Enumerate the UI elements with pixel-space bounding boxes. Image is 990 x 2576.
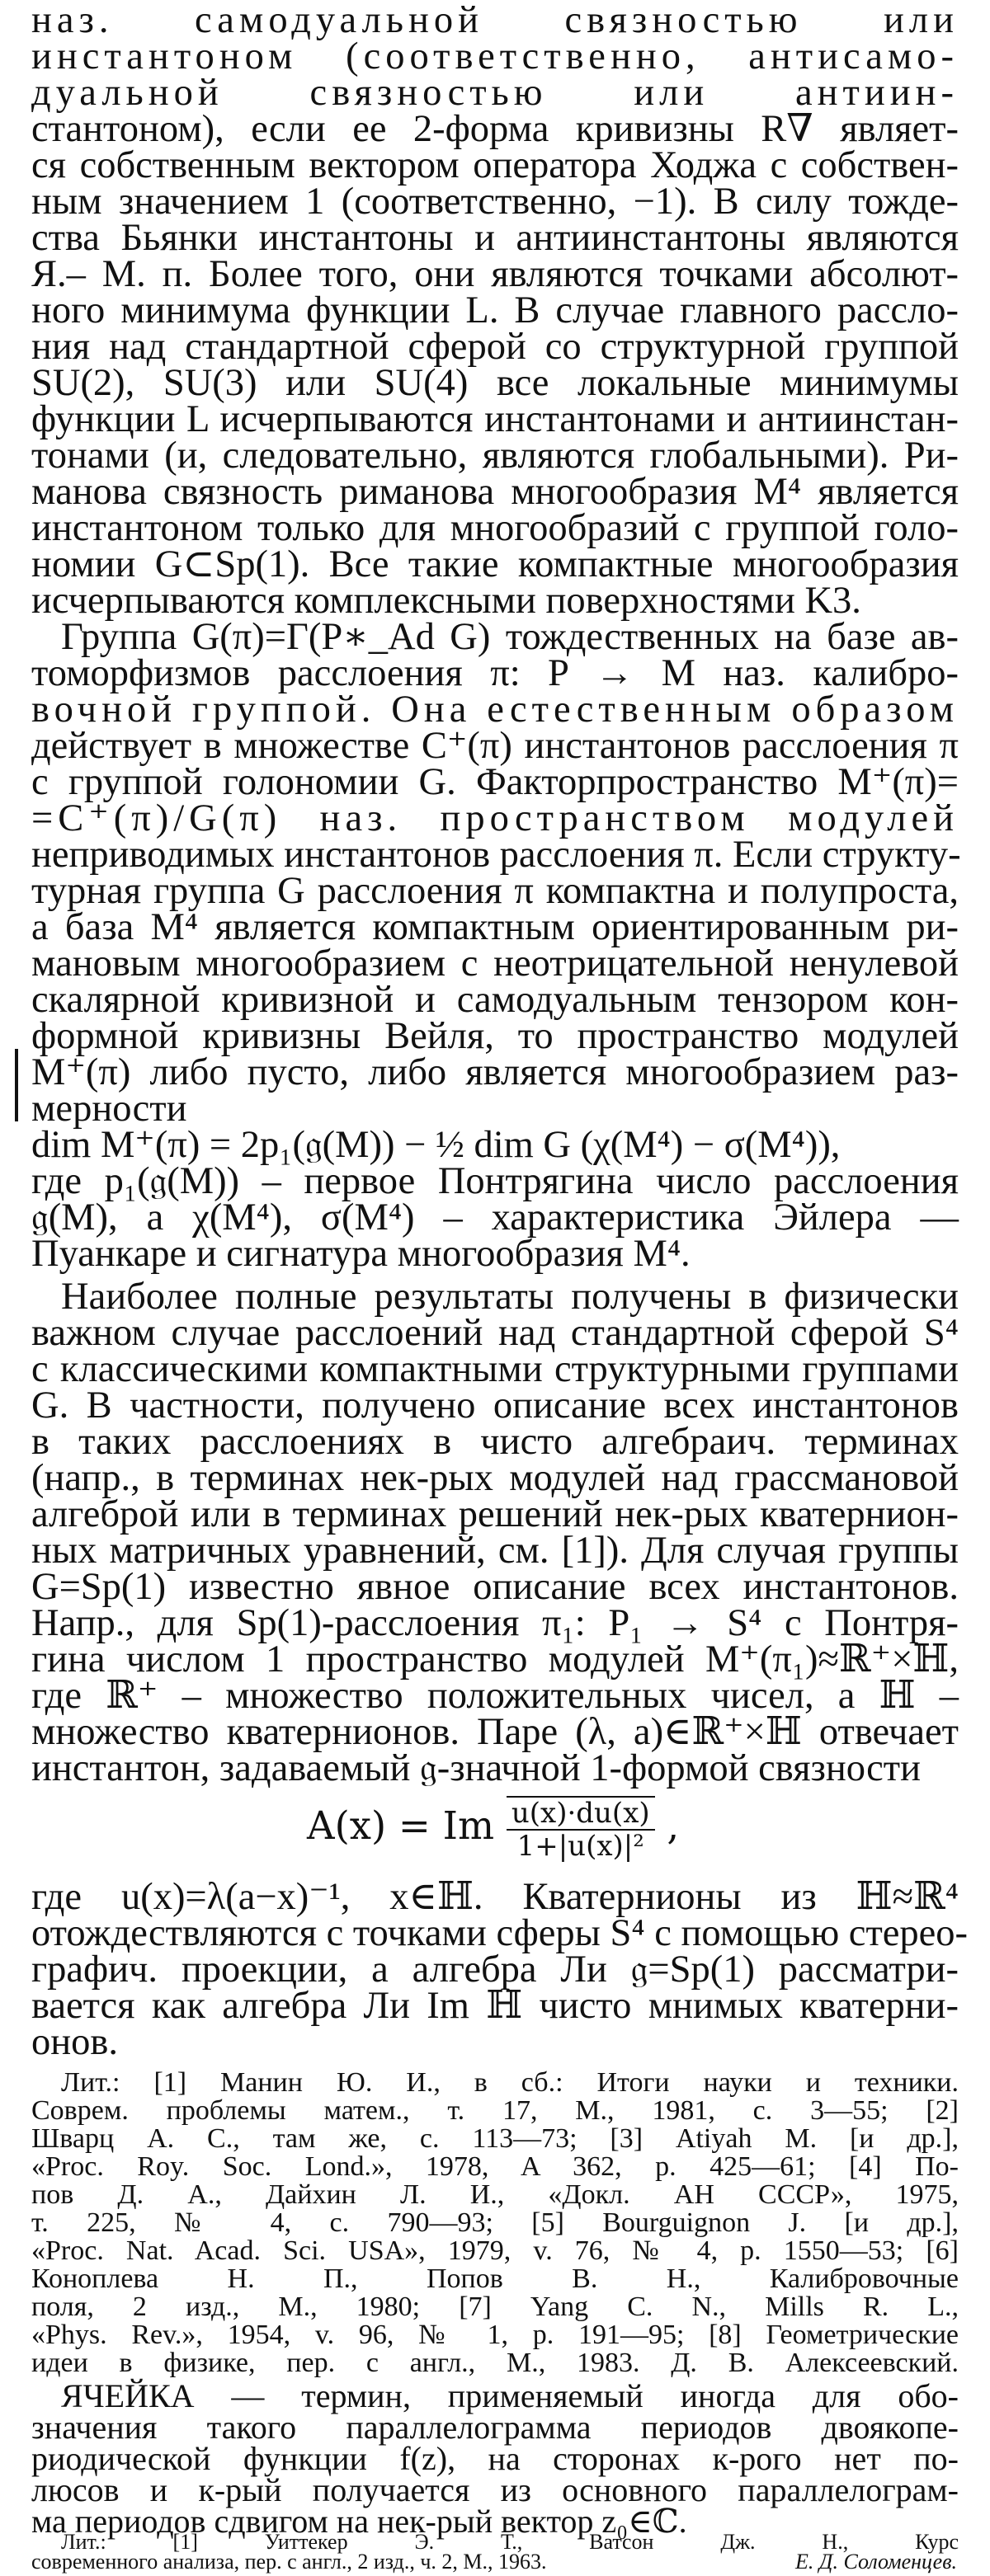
- text-line: гина числом 1 пространство модулей M⁺(π₁)≈ℝ⁺×ℍ,: [31, 1638, 959, 1681]
- text-line: вается как алгебра Ли Im ℍ чисто мнимых кватерни-: [31, 1985, 959, 2027]
- text-line: ства Бьянки инстантоны и антиинстантоны являются: [31, 217, 959, 259]
- text-line: важном случае расслоений над стандартной сферой S⁴: [31, 1312, 959, 1354]
- text-line: инстантон, задаваемый 𝔤-значной 1-формой связности: [31, 1747, 921, 1789]
- text-line: функции L исчерпываются инстантонами и антиинстан-: [31, 398, 959, 440]
- text-line: ного минимума функции L. В случае главного рассло-: [31, 289, 959, 331]
- text-line: G. В частности, получено описание всех инстантонов: [31, 1384, 959, 1427]
- text-line: значения такого параллелограмма периодов двоякопе-: [31, 2409, 959, 2446]
- text-line: люсов и к-рый получается из основного параллелограм-: [31, 2471, 959, 2508]
- margin-mark: [15, 1049, 18, 1121]
- text-line: 𝔤(M), а χ(M⁴), σ(M⁴) – характеристика Эйлера —: [31, 1196, 959, 1239]
- text-line: риодической функции f(z), на сторонах к-рого нет по-: [31, 2440, 959, 2477]
- formula-lhs: A(x) = Im: [307, 1803, 495, 1848]
- text-line: онов.: [31, 2021, 118, 2063]
- text-line: инстантоном (соответственно, антисамо-: [31, 35, 959, 78]
- text-line: ния над стандартной сферой со структурной группой: [31, 326, 959, 368]
- text-line: Группа G(π)=Γ(P∗_Ad G) тождественных на базе ав-: [61, 616, 959, 658]
- text-line: графич. проекции, а алгебра Ли 𝔤=Sp(1) рассматри-: [31, 1948, 959, 1991]
- text-line: множество кватернионов. Паре (λ, a)∈ℝ⁺×ℍ отвечает: [31, 1711, 959, 1753]
- formula-tail: ,: [667, 1803, 680, 1848]
- text-line: ЯЧЕЙКА — термин, применяемый иногда для обо-: [61, 2377, 959, 2414]
- reference-line: Лит.: [1] Уиттекер Э. Т., Ватсон Дж. Н., Курс: [61, 2530, 959, 2554]
- text-line: инстантоном только для многообразий с группой голо-: [31, 507, 959, 549]
- text-line: где p₁(𝔤(M)) – первое Понтрягина число расслоения: [31, 1160, 959, 1202]
- text-line: тонами (и, следовательно, являются глобальными). Ри-: [31, 435, 959, 477]
- text-line: G=Sp(1) известно явное описание всех инстантонов.: [31, 1566, 959, 1608]
- text-line: номии G⊂Sp(1). Все такие компактные многообразия: [31, 543, 959, 585]
- connection-formula: [307, 1796, 679, 1862]
- reference-line: Соврем. проблемы матем., т. 17, М., 1981, с. 3—55; [2]: [31, 2095, 959, 2126]
- reference-line: «Proc. Nat. Acad. Sci. USA», 1979, v. 76, № 4, p. 1550—53; [6]: [31, 2235, 959, 2266]
- formula-fraction: [507, 1796, 655, 1862]
- text-line: отождествляются с точками сферы S⁴ с помощью стерео-: [31, 1912, 969, 1954]
- reference-line: Коноплева Н. П., Попов В. Н., Калибровочные: [31, 2263, 959, 2294]
- text-line: где ℝ⁺ – множество положительных чисел, а ℍ –: [31, 1675, 959, 1717]
- author-signature: Е. Д. Соломенцев.: [795, 2550, 957, 2574]
- reference-line: т. 225, № 4, с. 790—93; [5] Bourguignon J. [и др.],: [31, 2207, 959, 2238]
- text-line: формной кривизны Вейля, то пространство модулей: [31, 1015, 959, 1057]
- text-line: наз. самодуальной связностью или: [31, 0, 959, 41]
- text-line: а база M⁴ является компактным ориентированным ри-: [31, 906, 959, 948]
- text-line: Напр., для Sp(1)-расслоения π₁: P₁ → S⁴ с Понтря-: [31, 1602, 959, 1644]
- reference-line: пов Д. А., Дайхин Л. И., «Докл. АН СССР», 1975,: [31, 2179, 959, 2210]
- reference-line: Шварц А. С., там же, с. 113—73; [3] Atiyah M. [и др.],: [31, 2123, 959, 2154]
- text-line: мерности: [31, 1088, 187, 1130]
- text-line: скалярной кривизной и самодуальным тензором кон-: [31, 979, 959, 1021]
- text-line: действует в множестве C⁺(π) инстантонов расслоения π: [31, 725, 959, 767]
- text-line: Наиболее полные результаты получены в физически: [61, 1276, 959, 1318]
- text-line: неприводимых инстантонов расслоения π. Если структу-: [31, 834, 961, 876]
- text-line: турная группа G расслоения π компактна и полупроста,: [31, 870, 959, 912]
- text-line: SU(2), SU(3) или SU(4) все локальные минимумы: [31, 362, 959, 404]
- text-line: где u(x)=λ(a−x)⁻¹, x∈ℍ. Кватернионы из ℍ≈ℝ⁴: [31, 1876, 959, 1918]
- text-line: с классическими компактными структурными группами: [31, 1348, 959, 1390]
- text-line: дуальной связностью или антиин-: [31, 72, 959, 114]
- reference-line: поля, 2 изд., М., 1980; [7] Yang C. N., Mills R. L.,: [31, 2292, 959, 2322]
- reference-line: «Proc. Roy. Soc. Lond.», 1978, A 362, p. 425—61; [4] По-: [31, 2151, 959, 2182]
- reference-line: «Phys. Rev.», 1954, v. 96, № 1, p. 191—95; [8] Геометрические: [31, 2320, 959, 2350]
- text-line: ся собственным вектором оператора Ходжа с собствен-: [31, 144, 959, 186]
- text-line: =C⁺(π)/G(π) наз. пространством модулей: [31, 797, 959, 839]
- formula-denominator: 1+|u(x)|²: [516, 1830, 644, 1863]
- text-line: M⁺(π) либо пусто, либо является многообразием раз-: [31, 1051, 959, 1093]
- text-line: с группой голономии G. Факторпространство M⁺(π)=: [31, 761, 959, 803]
- text-line: мановым многообразием с неотрицательной ненулевой: [31, 942, 959, 985]
- formula-numerator: u(x)·du(x): [507, 1796, 655, 1831]
- text-line: стантоном), если ее 2-форма кривизны R∇ являет-: [31, 108, 959, 150]
- dimension-formula: dim M⁺(π) = 2p₁(𝔤(M)) − ½ dim G (χ(M⁴) − σ(M⁴)),: [31, 1124, 841, 1166]
- text-line: томорфизмов расслоения π: P → M наз. калибро-: [31, 652, 959, 694]
- text-line: ных матричных уравнений, см. [1]). Для случая группы: [31, 1530, 959, 1572]
- text-line: ным значением 1 (соответственно, −1). В силу тожде-: [31, 181, 959, 223]
- text-line: манова связность риманова многообразия M⁴ является: [31, 471, 959, 513]
- text-line: вочной группой. Она естественным образом: [31, 689, 959, 731]
- text-line: в таких расслоениях в чисто алгебраич. терминах: [31, 1421, 959, 1463]
- text-line: исчерпываются комплексными поверхностями K3.: [31, 580, 861, 622]
- reference-line: идеи в физике, пер. с англ., М., 1983. Д. В. Алексеевский.: [31, 2348, 959, 2378]
- reference-line: современного анализа, пер. с англ., 2 изд., ч. 2, М., 1963.: [31, 2550, 547, 2574]
- text-line: Пуанкаре и сигнатура многообразия M⁴.: [31, 1233, 691, 1275]
- text-line: (напр., в терминах нек-рых модулей над грассмановой: [31, 1457, 959, 1499]
- text-line: алгеброй или в терминах решений нек-рых кватернион-: [31, 1493, 959, 1535]
- text-line: ма периодов сдвигом на нек-рый вектор z₀∈ℂ.: [31, 2503, 687, 2540]
- text-line: Я.– М. п. Более того, они являются точками абсолют-: [31, 253, 959, 295]
- reference-line: Лит.: [1] Манин Ю. И., в сб.: Итоги науки и техники.: [61, 2067, 959, 2098]
